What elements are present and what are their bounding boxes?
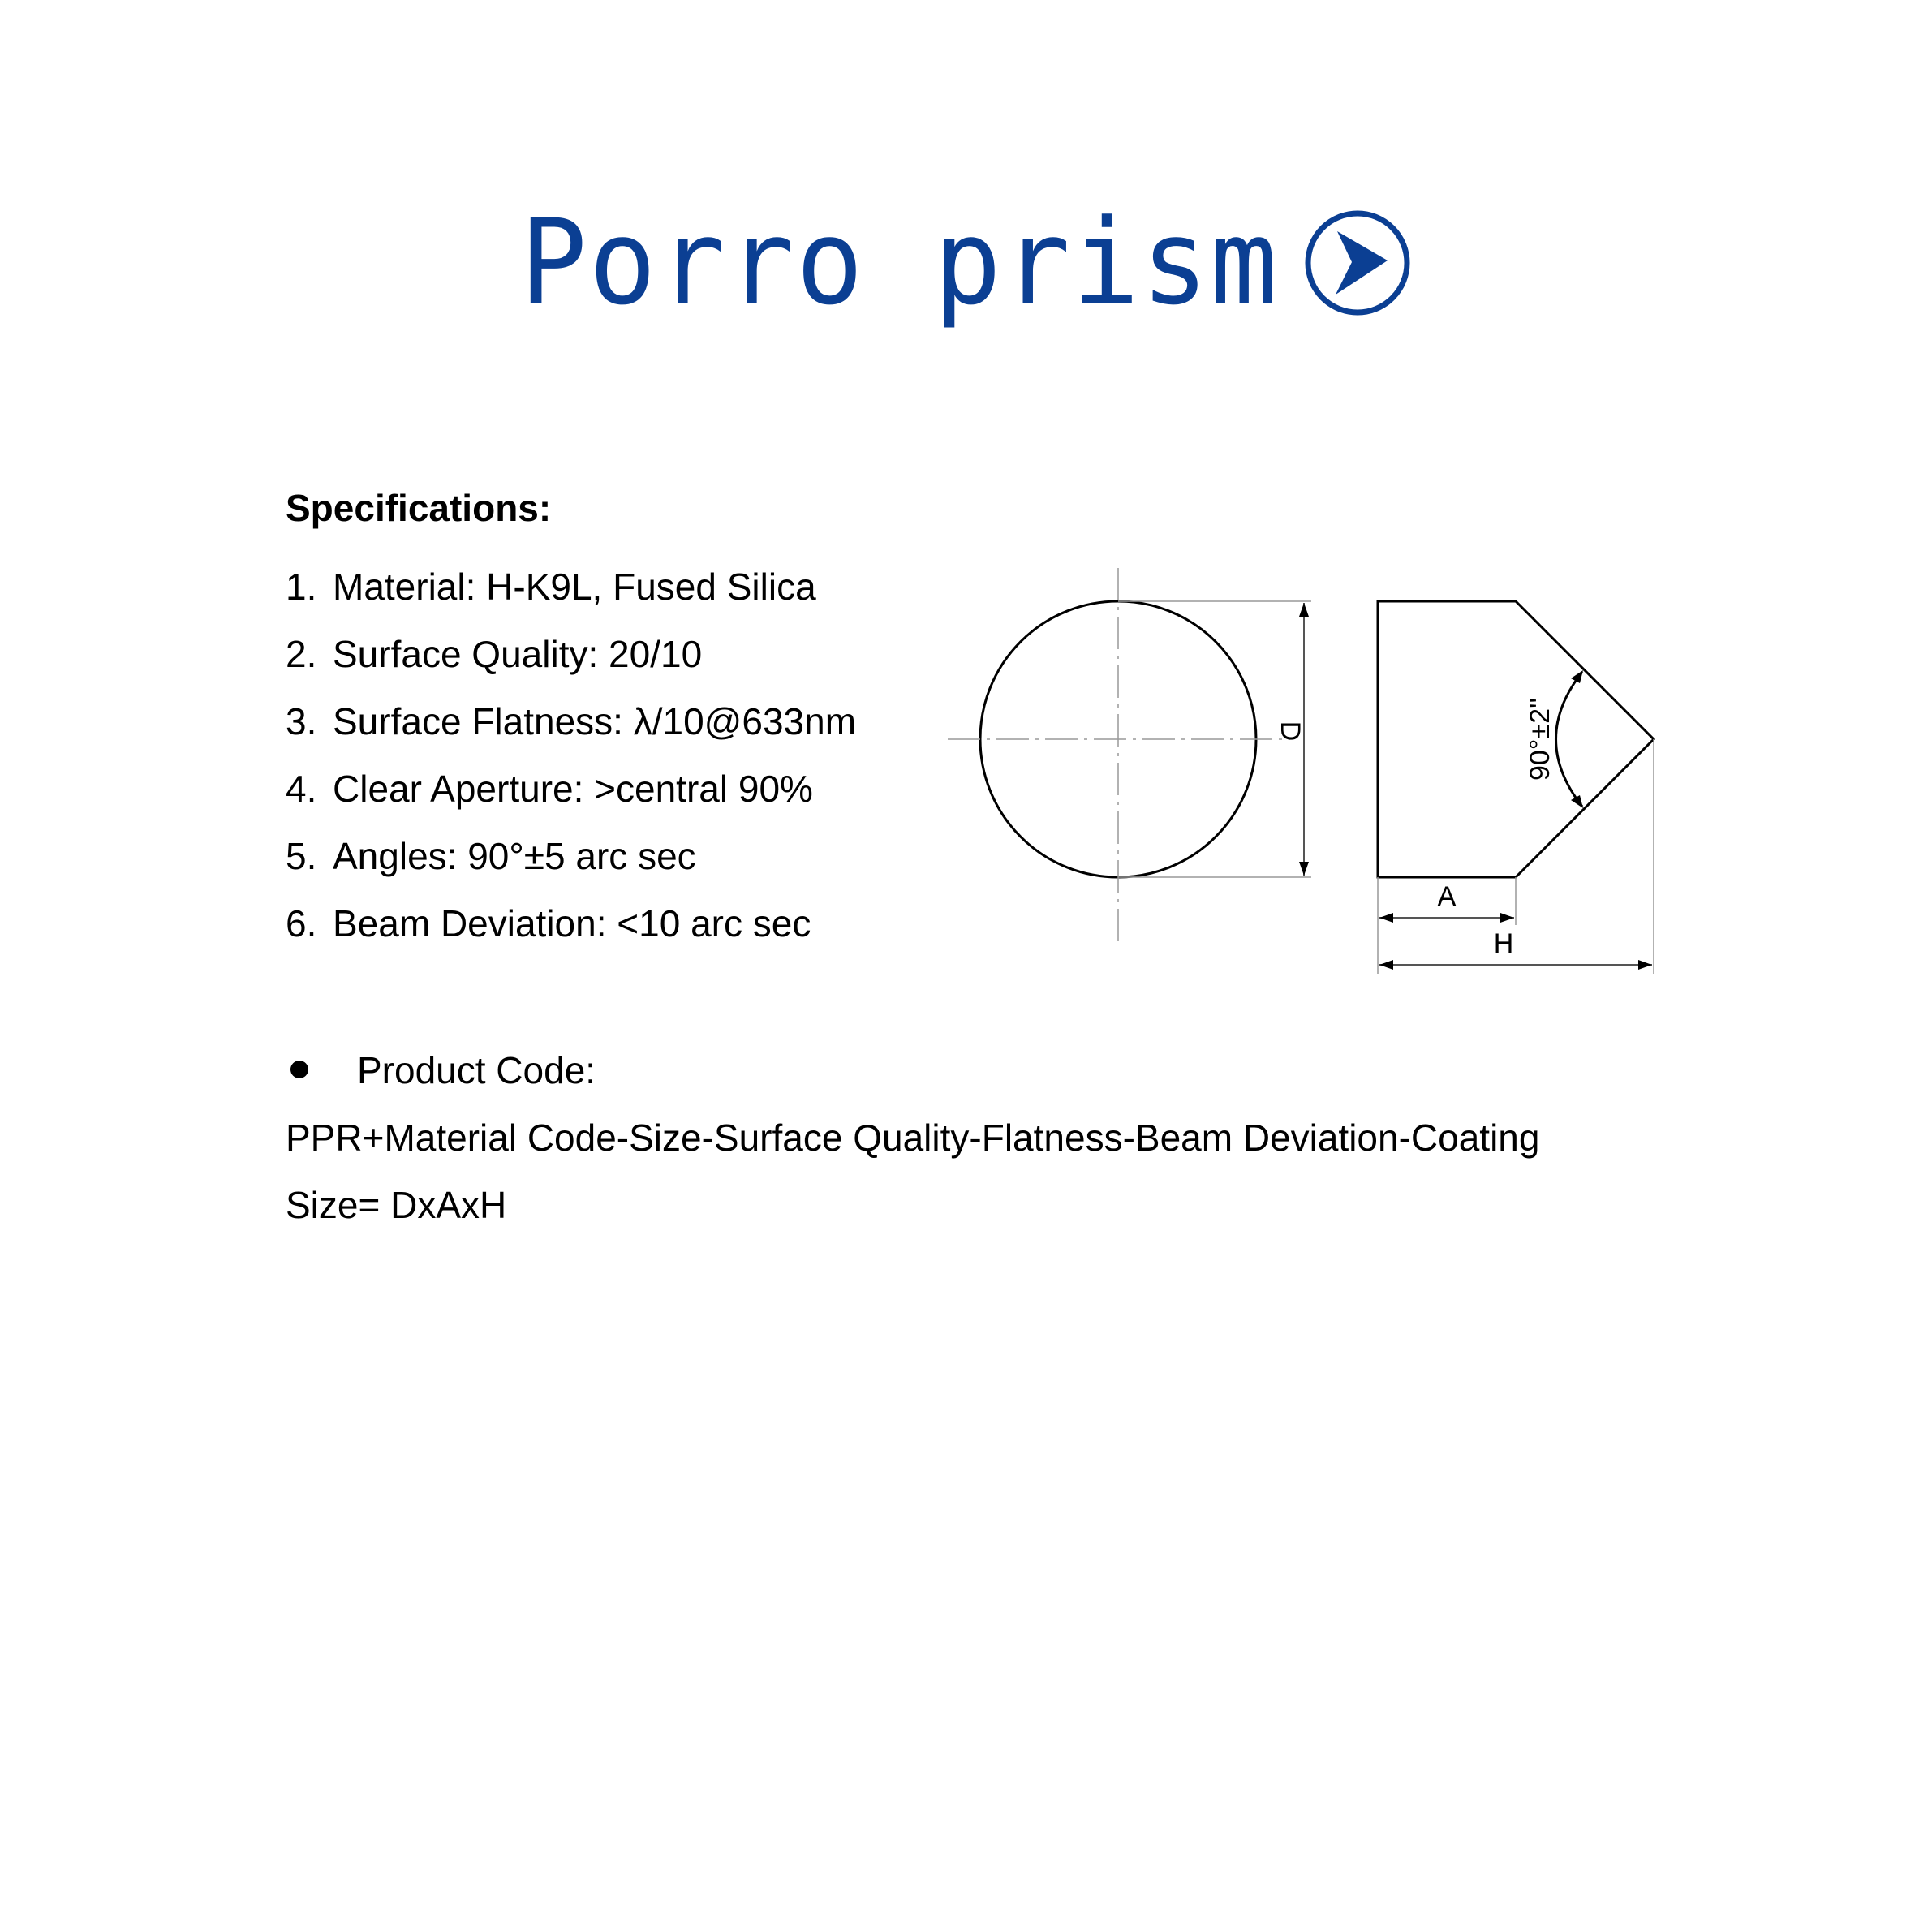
- specifications-heading: Specifications:: [286, 487, 552, 529]
- dimension-a: [1378, 877, 1516, 974]
- spec-item: [286, 688, 856, 755]
- spec-text: Clear Aperture: >central 90%: [333, 768, 813, 810]
- side-view-prism: [1378, 601, 1654, 877]
- spec-item: [286, 553, 856, 621]
- spec-text: Beam Deviation: <10 arc sec: [333, 902, 811, 944]
- spec-item: [286, 621, 856, 688]
- product-code-format: PPR+Material Code-Size-Surface Quality-Flatness-Beam Deviation-Coating: [286, 1117, 1540, 1159]
- dimension-a-label: A: [1437, 881, 1457, 912]
- circle-arrow-right-icon: [1303, 209, 1412, 317]
- spec-text: Angles: 90°±5 arc sec: [333, 835, 696, 877]
- spec-number: 2.: [286, 633, 317, 675]
- angle-label: 90°±2'': [1525, 698, 1555, 781]
- dimension-h: [1379, 739, 1654, 974]
- spec-text: Surface Quality: 20/10: [333, 633, 703, 675]
- dimension-d: [1118, 601, 1311, 877]
- product-code-heading: [286, 1037, 1539, 1104]
- bullet-icon: [290, 1061, 308, 1078]
- spec-number: 6.: [286, 902, 317, 944]
- page-title: Porro prism: [519, 193, 1280, 331]
- spec-text: Surface Flatness: λ/10@633nm: [333, 700, 857, 742]
- spec-item: [286, 755, 856, 823]
- front-view-circle: [948, 568, 1290, 941]
- product-size-format: Size= DxAxH: [286, 1184, 507, 1226]
- spec-number: 1.: [286, 566, 317, 608]
- product-code-section: [286, 1037, 1539, 1239]
- specifications-list: [286, 553, 856, 957]
- spec-number: 5.: [286, 835, 317, 877]
- dimension-d-label: D: [1275, 721, 1306, 742]
- spec-text: Material: H-K9L, Fused Silica: [333, 566, 816, 608]
- product-code-label: Product Code:: [357, 1049, 596, 1091]
- specifications-section: [286, 485, 856, 957]
- spec-item: [286, 890, 856, 957]
- dimension-h-label: H: [1493, 928, 1514, 959]
- spec-item: [286, 823, 856, 890]
- title-row: [0, 193, 1932, 331]
- spec-number: 4.: [286, 768, 317, 810]
- spec-number: 3.: [286, 700, 317, 742]
